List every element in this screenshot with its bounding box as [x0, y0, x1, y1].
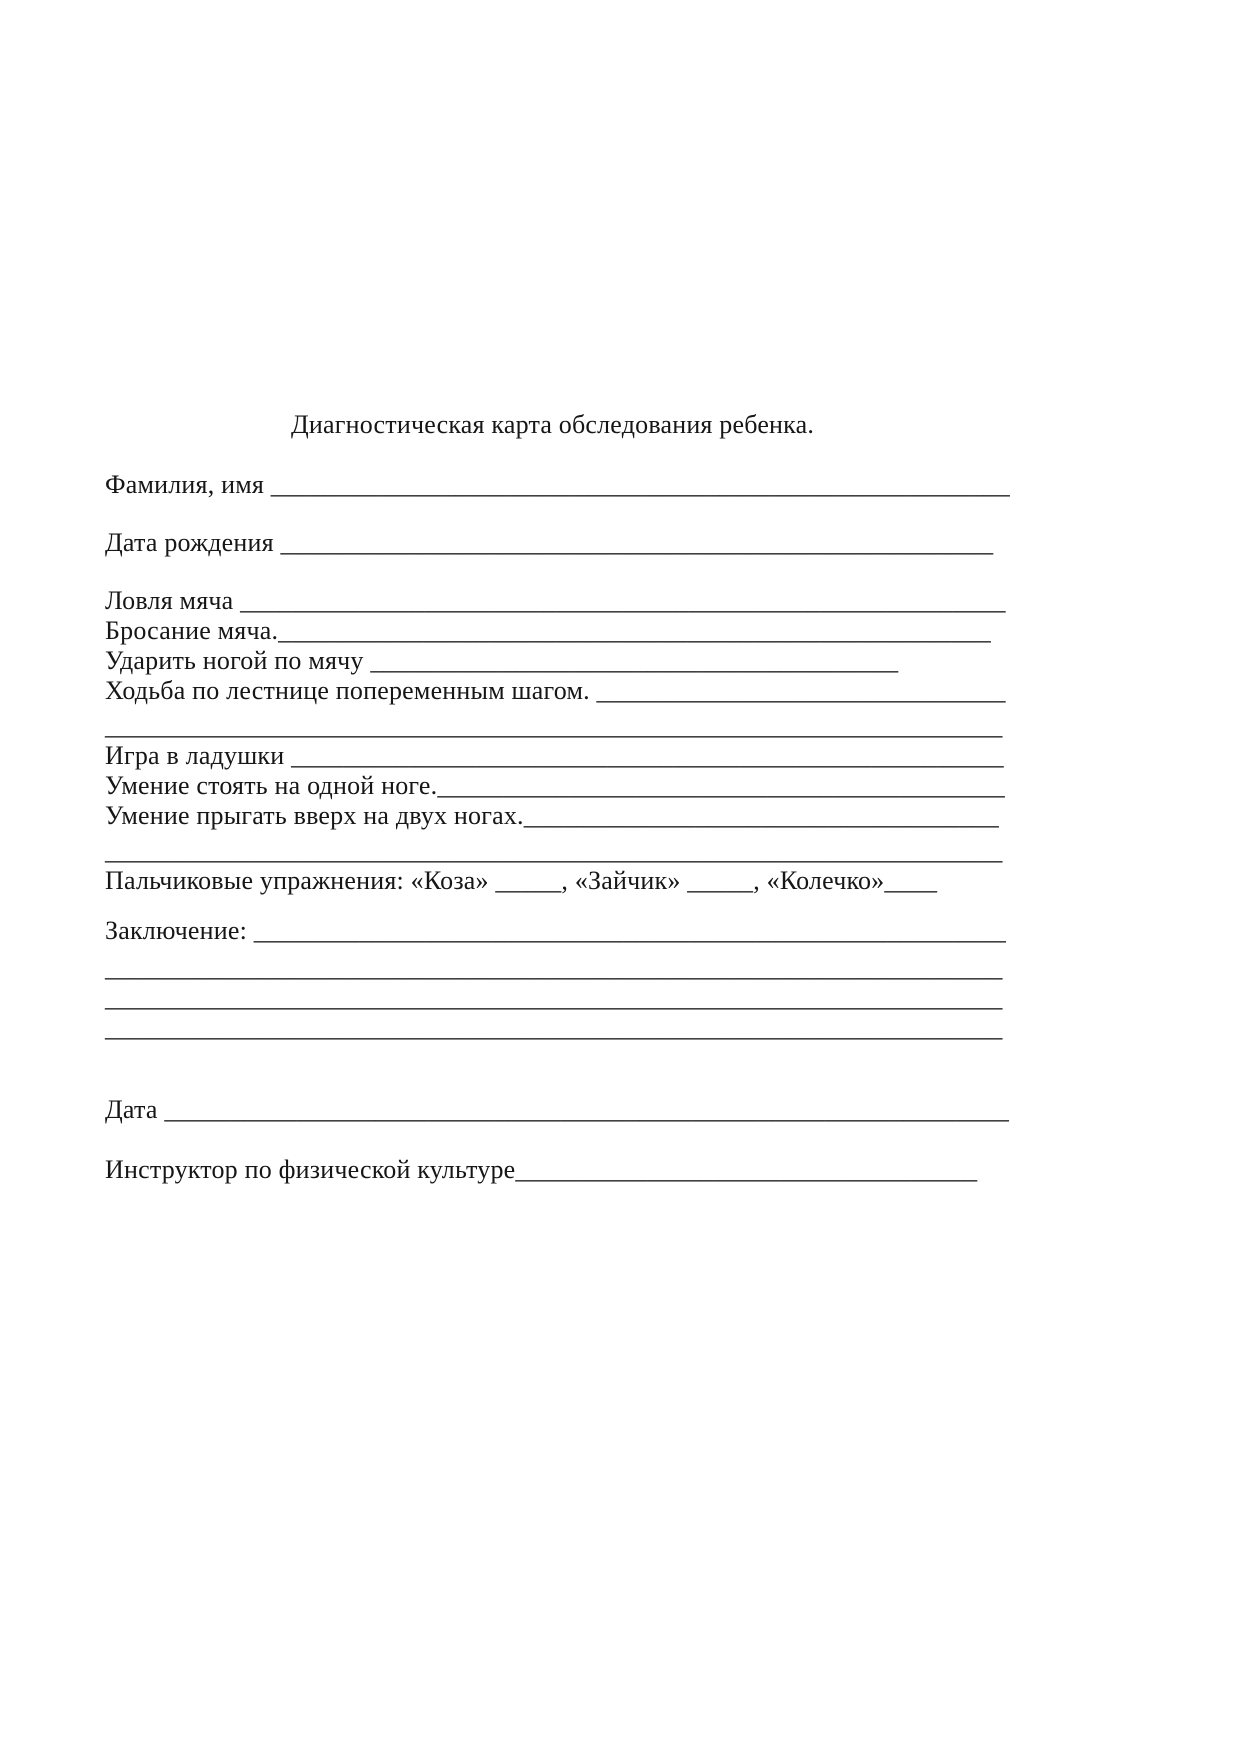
field-surname-name: Фамилия, имя ________________________________________________________ — [105, 470, 1010, 499]
document-title: Диагностическая карта обследования ребенка. — [290, 410, 815, 439]
field-ball-catching: Ловля мяча __________________________________________________________ — [105, 586, 1006, 615]
field-stairs-walking-continuation: ____________________________________________________________________ — [105, 711, 1003, 740]
field-date: Дата ________________________________________________________________ — [105, 1095, 1010, 1124]
field-birth-date: Дата рождения ______________________________________________________ — [105, 528, 994, 557]
field-jump-two-legs-continuation: ____________________________________________________________________ — [105, 836, 1003, 865]
field-finger-exercises: Пальчиковые упражнения: «Коза» _____, «Зайчик» _____, «Колечко»____ — [105, 866, 938, 895]
field-stand-one-leg: Умение стоять на одной ноге.___________________________________________ — [105, 771, 1005, 800]
field-conclusion: Заключение: _________________________________________________________ — [105, 916, 1007, 945]
field-patty-cake-game: Игра в ладушки ______________________________________________________ — [105, 741, 1004, 770]
field-ball-throwing: Бросание мяча.______________________________________________________ — [105, 616, 991, 645]
field-conclusion-blank-3: ____________________________________________________________________ — [105, 1013, 1003, 1042]
field-conclusion-blank-1: ____________________________________________________________________ — [105, 953, 1003, 982]
field-kick-ball: Ударить ногой по мячу ________________________________________ — [105, 646, 899, 675]
field-stairs-walking: Ходьба по лестнице попеременным шагом. _______________________________ — [105, 676, 1006, 705]
field-conclusion-blank-2: ____________________________________________________________________ — [105, 983, 1003, 1012]
field-jump-two-legs: Умение прыгать вверх на двух ногах.____________________________________ — [105, 801, 999, 830]
field-physical-education-instructor: Инструктор по физической культуре___________________________________ — [105, 1155, 978, 1184]
